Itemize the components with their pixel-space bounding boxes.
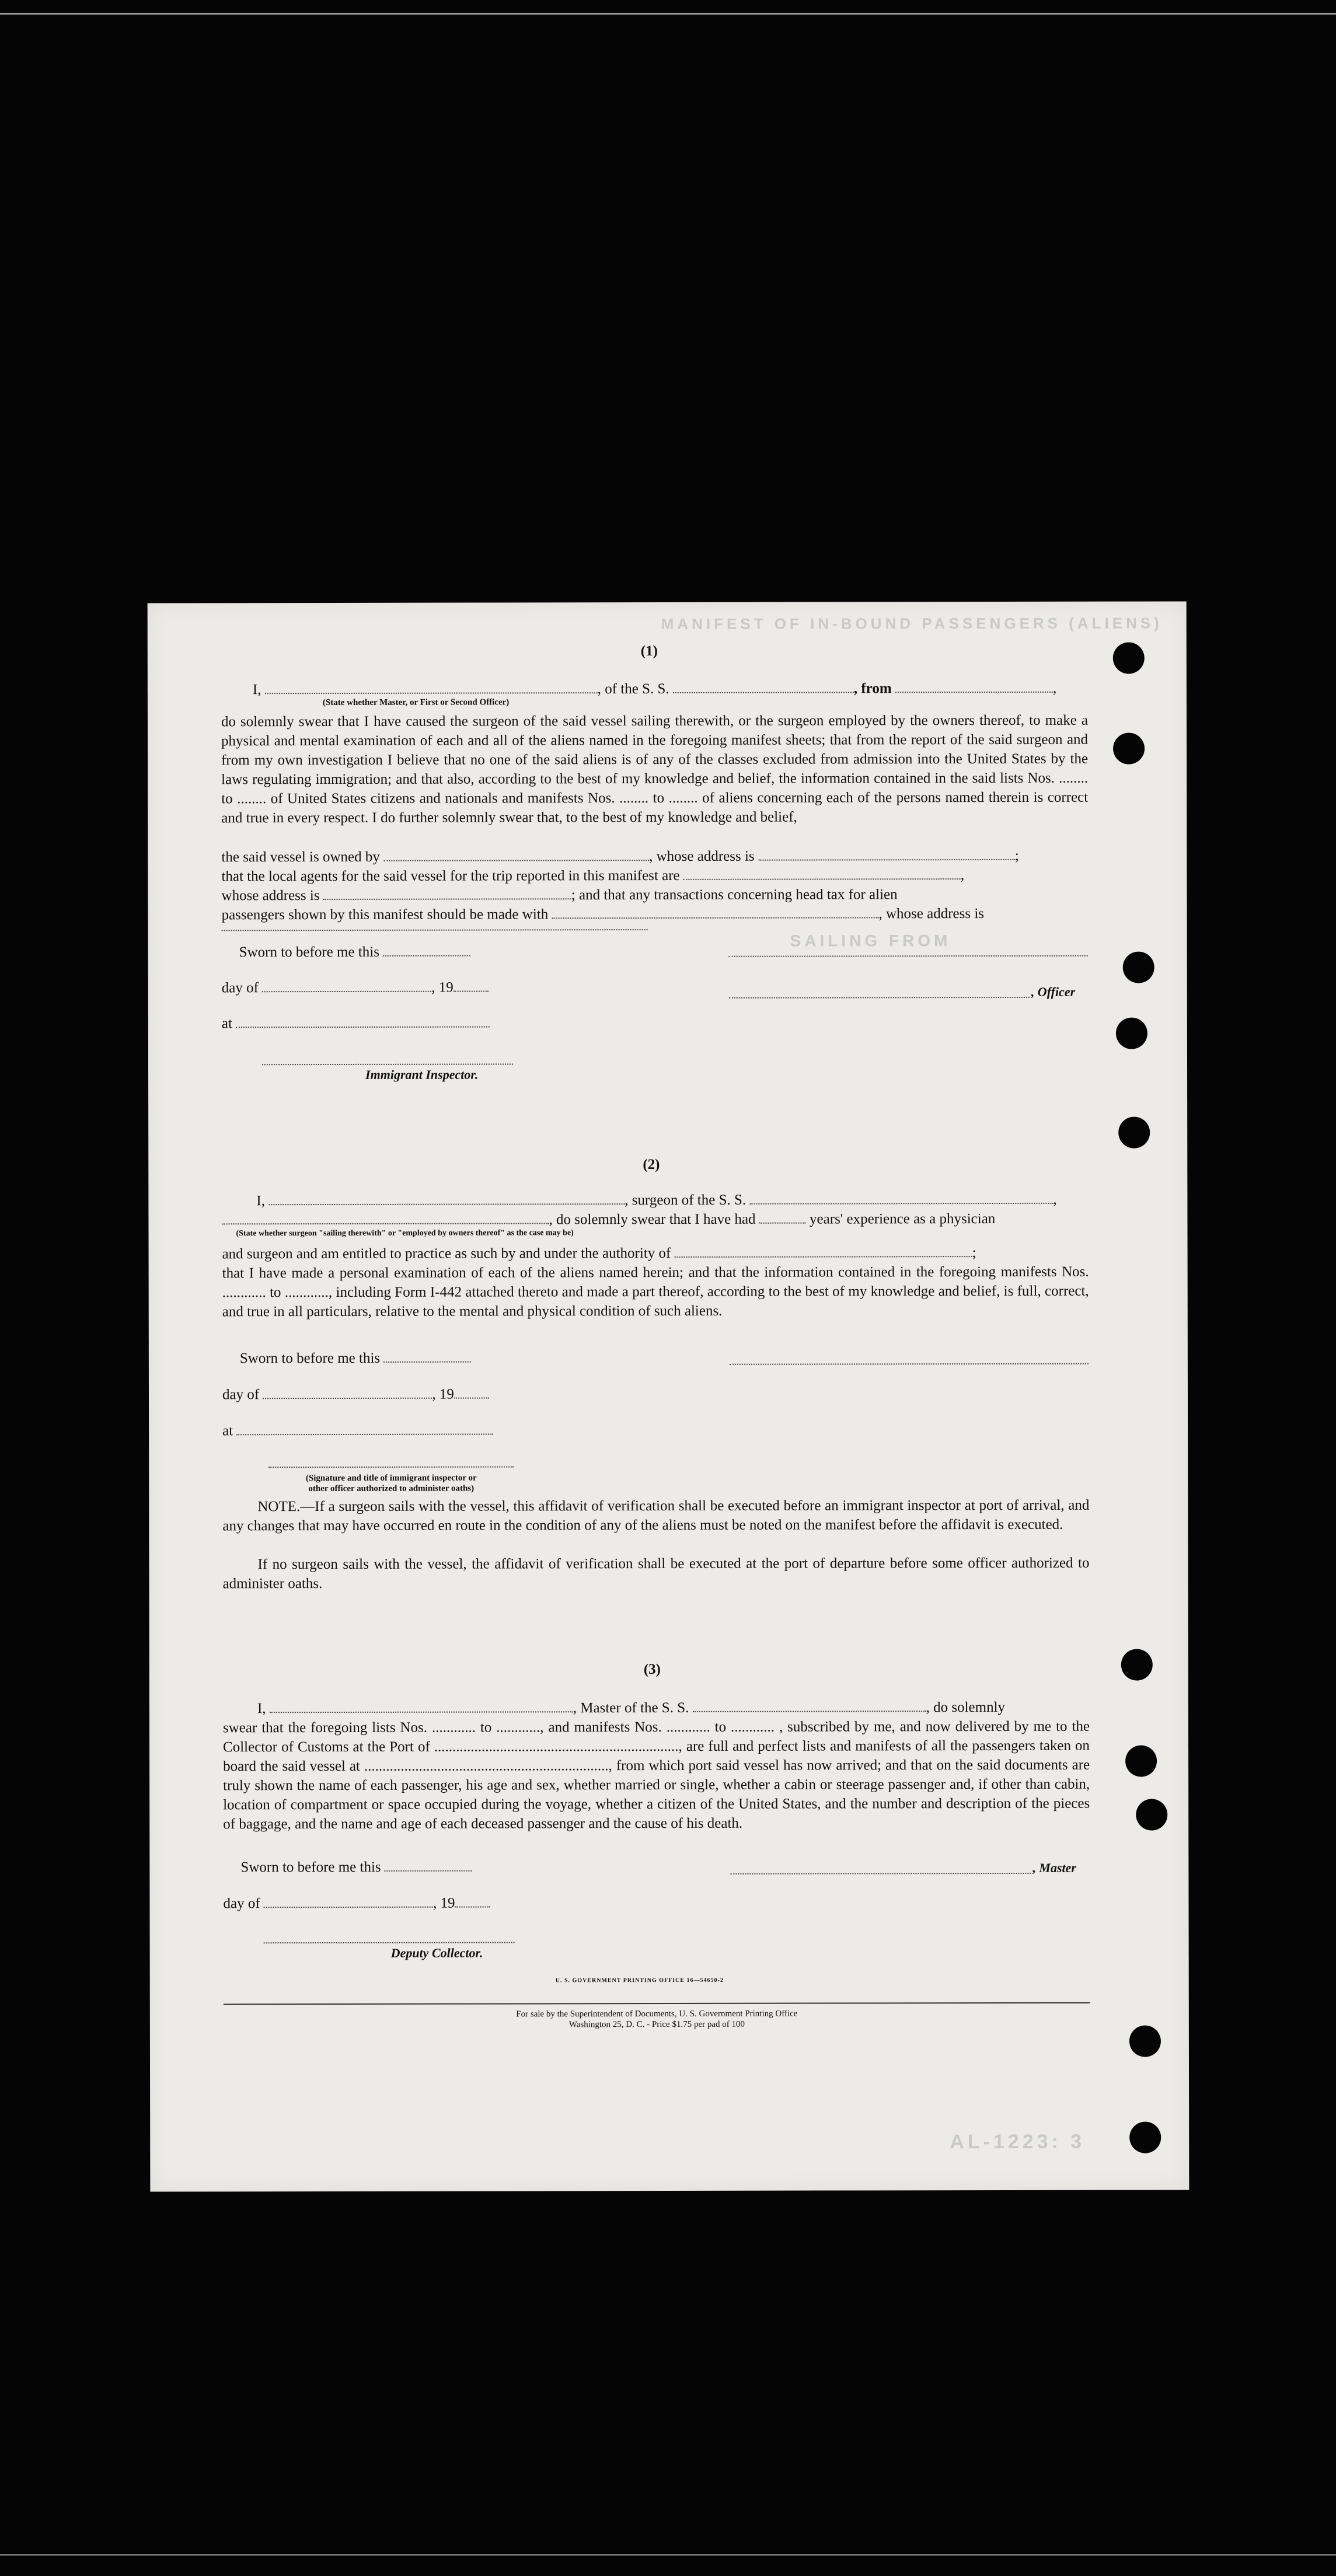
year-field xyxy=(454,979,489,992)
punch-hole xyxy=(1129,2026,1161,2057)
sworn-line xyxy=(239,943,471,963)
master-delivery-paragraph: swear that the foregoing lists Nos. ............ to ............, and manifests Nos. ............ to ............ , subscribed by me, and now delivered by me to the Collector of Customs at the Port of ..................................................................., are full and perfect lists and manifests of all the passengers taken on board the said vessel at ..................................................................., from which port said vessel has now arrived; and that on the said documents are truly shown the name of each passenger, his age and sex, whether married or single, whether a cabin or steerage passenger and, if other than cabin, location of compartment or space occupied during the voyage, whether a citizen of the United States, and the number and description of the pieces of baggage, and the name and age of each deceased passenger and the cause of his death. xyxy=(222,1718,1090,1832)
master-label: , Master xyxy=(1032,1860,1076,1875)
surgeon-name-field xyxy=(268,1192,625,1205)
master-oath-paragraph: do solemnly swear that I have caused the surgeon of the said vessel sailing therewith, or the surgeon employed by the owners thereof, to make a physical and mental examination of each and all of the aliens named in the foregoing manifest sheets; that from the report of the said surgeon and from my own investigation I believe that no one of the said aliens is of any of the classes excluded from admission into the United States by the laws regulating immigration; and that also, according to the best of my knowledge and belief, the information contained in the said lists Nos. ........ to ........ of United States citizens and nationals and manifests Nos. ........ to ........ of aliens concerning each of the persons named therein is correct and true in every respect. I do further solemnly swear that, to the best of my knowledge and belief, xyxy=(221,712,1089,826)
film-frame-bottom-edge xyxy=(0,2554,1336,2556)
surgeon-vessel-label: , surgeon of the S. S. xyxy=(625,1192,747,1209)
surgeon-oath-paragraph: that I have made a personal examination of each of the aliens named herein; and that the information contained in the foregoing manifests Nos. ............ to ............, including Form I-442 attached thereto and made a part thereof, according to the best of my knowledge and belief, is full, correct, and true in all particulars, relative to the mental and physical condition of such aliens. xyxy=(222,1263,1089,1320)
owner-address-label: , whose address is xyxy=(649,848,755,865)
section-3-heading: (3) xyxy=(643,1662,661,1678)
owner-line: the said vessel is owned by , whose address is ; xyxy=(221,847,1019,865)
signature-hint-line-2: other officer authorized to administer oaths) xyxy=(308,1484,475,1494)
place-field xyxy=(236,1422,493,1436)
authority-label: and surgeon and am entitled to practice as such by and under the authority of xyxy=(222,1245,671,1262)
year-field xyxy=(454,1386,489,1399)
master-signature-field xyxy=(730,1873,1031,1875)
manifest-form-sheet xyxy=(148,601,1190,2191)
agents-line: that the local agents for the said vessel for the trip reported in this manifest are , xyxy=(221,867,965,885)
years-field xyxy=(759,1211,806,1224)
agents-label: that the local agents for the said vessel for the trip reported in this manifest are xyxy=(221,867,680,885)
punch-hole xyxy=(1125,1746,1157,1777)
year-label: , 19 xyxy=(432,1895,455,1911)
sworn-label: Sworn to before me this xyxy=(239,1350,381,1367)
section-2-heading: (2) xyxy=(643,1157,660,1173)
surgeon-note: NOTE.—If a surgeon sails with the vessel, this affidavit of verification shall be executed before an immigrant inspector at port of arrival, and any changes that may have occurred en route in the condition of any of the aliens must be noted on the manifest before the affidavit is executed. xyxy=(222,1497,1090,1534)
master-delivery-line xyxy=(257,1698,1005,1719)
sworn-label: Sworn to before me this xyxy=(239,944,379,961)
signature-hint-line-1: (Signature and title of immigrant inspector or xyxy=(305,1473,477,1484)
day-of-line xyxy=(223,1894,490,1914)
agents-address-field xyxy=(323,886,571,900)
surgeon-swear-text: , do solemnly swear that I have had xyxy=(549,1211,756,1228)
bleed-through-text: AL-1223: 3 xyxy=(950,2130,1086,2153)
surgeon-signature-field xyxy=(730,1363,1089,1365)
master-oath-line: I, , of the S. S. , from , xyxy=(252,680,1057,698)
vessel-label: , of the S. S. xyxy=(597,680,669,697)
collector-signature-field xyxy=(264,1942,515,1943)
authority-line: and surgeon and am entitled to practice as such by and under the authority of ; xyxy=(222,1245,976,1262)
section-1-heading: (1) xyxy=(640,643,658,659)
head-tax-text: ; and that any transactions concerning head tax for alien xyxy=(571,886,898,903)
inspector-signature-field xyxy=(262,1063,513,1065)
pronoun-label: I, xyxy=(252,682,261,698)
agents-address-label: whose address is xyxy=(221,888,320,904)
master-name-field xyxy=(270,1699,573,1713)
at-line xyxy=(222,1421,493,1441)
surgeon-vessel-field xyxy=(749,1191,1053,1205)
year-field xyxy=(455,1895,490,1908)
surgeon-oath-line: I, , surgeon of the S. S. , xyxy=(256,1191,1057,1209)
year-label: , 19 xyxy=(432,1386,454,1402)
officer-rank-hint: (State whether Master, or First or Second Officer) xyxy=(322,697,510,708)
punch-hole xyxy=(1136,1799,1167,1831)
passengers-label: passengers shown by this manifest should be made with xyxy=(221,906,549,923)
collector-label: Deputy Collector. xyxy=(390,1945,483,1960)
sworn-date-field xyxy=(383,1350,471,1363)
authority-field xyxy=(675,1244,972,1258)
master-vessel-field xyxy=(693,1699,926,1712)
month-field xyxy=(263,1386,432,1399)
surgeon-status-hint: (State whether surgeon "sailing therewith" or "employed by owners thereof" as the case may be) xyxy=(236,1228,574,1238)
sworn-label: Sworn to before me this xyxy=(240,1859,381,1876)
contact-address-label: , whose address is xyxy=(878,906,985,922)
at-label: at xyxy=(222,1423,233,1439)
from-label: , from xyxy=(853,680,892,697)
footer-rule xyxy=(224,2002,1090,2005)
officer-label: , Officer xyxy=(1031,984,1076,999)
sale-notice xyxy=(224,2008,1090,2031)
owner-field xyxy=(383,848,649,861)
day-of-label: day of xyxy=(223,1896,260,1912)
day-of-label: day of xyxy=(222,1387,260,1403)
inspector-signature-hint xyxy=(268,1472,514,1494)
punch-hole xyxy=(1129,2122,1161,2153)
surgeon-status-field xyxy=(222,1211,549,1224)
sworn-line xyxy=(240,1858,472,1878)
bleed-through-text: SAILING FROM xyxy=(790,931,951,950)
punch-hole xyxy=(1123,952,1154,983)
film-frame-top-edge xyxy=(0,13,1336,15)
owner-label: the said vessel is owned by xyxy=(221,849,380,865)
punch-hole xyxy=(1113,643,1145,674)
month-field xyxy=(264,1895,433,1908)
punch-hole xyxy=(1121,1649,1153,1681)
punch-hole xyxy=(1118,1117,1150,1149)
inspector-label: Immigrant Inspector. xyxy=(365,1067,479,1082)
month-field xyxy=(262,979,431,993)
at-label: at xyxy=(221,1015,232,1032)
bleed-through-text: MANIFEST OF IN-BOUND PASSENGERS (ALIENS) xyxy=(661,614,1163,633)
officer-signature-field xyxy=(729,997,1030,999)
passengers-line xyxy=(222,904,984,925)
officer-name-field xyxy=(265,680,598,694)
departure-port-field xyxy=(895,680,1053,693)
master-vessel-label: , Master of the S. S. xyxy=(573,1699,689,1716)
inspector-signature-field xyxy=(268,1466,514,1468)
printing-office-imprint: U. S. GOVERNMENT PRINTING OFFICE 16—54650-2 xyxy=(555,1977,724,1984)
day-of-line xyxy=(222,1385,489,1405)
sworn-date-field xyxy=(383,944,470,957)
agents-field xyxy=(683,867,961,880)
year-label: , 19 xyxy=(431,979,454,996)
sworn-line xyxy=(240,1349,472,1369)
years-label: years' experience as a physician xyxy=(810,1211,996,1227)
sale-notice-line-2: Washington 25, D. C. - Price $1.75 per pad of 100 xyxy=(568,2019,745,2030)
at-line xyxy=(222,1014,490,1034)
punch-hole xyxy=(1113,733,1145,765)
owner-address-field xyxy=(758,847,1015,861)
contact-address-field xyxy=(222,929,648,931)
day-of-line xyxy=(222,978,489,999)
place-field xyxy=(236,1015,490,1028)
master-swear-text: , do solemnly xyxy=(926,1699,1006,1716)
surgeon-experience-line xyxy=(222,1209,995,1230)
agents-address-line xyxy=(221,885,897,906)
tax-contact-field xyxy=(552,905,878,919)
day-of-label: day of xyxy=(221,980,259,996)
sworn-date-field xyxy=(385,1859,472,1872)
officer-signature-field-top xyxy=(729,955,1088,957)
pronoun-label: I, xyxy=(256,1193,266,1209)
punch-hole xyxy=(1116,1018,1147,1049)
vessel-name-field xyxy=(673,680,854,693)
pronoun-label: I, xyxy=(257,1701,266,1717)
sale-notice-line-1: For sale by the Superintendent of Documents, U. S. Government Printing Office xyxy=(516,2009,798,2019)
no-surgeon-note: If no surgeon sails with the vessel, the affidavit of verification shall be executed at the port of departure before some officer authorized to administer oaths. xyxy=(222,1555,1090,1592)
